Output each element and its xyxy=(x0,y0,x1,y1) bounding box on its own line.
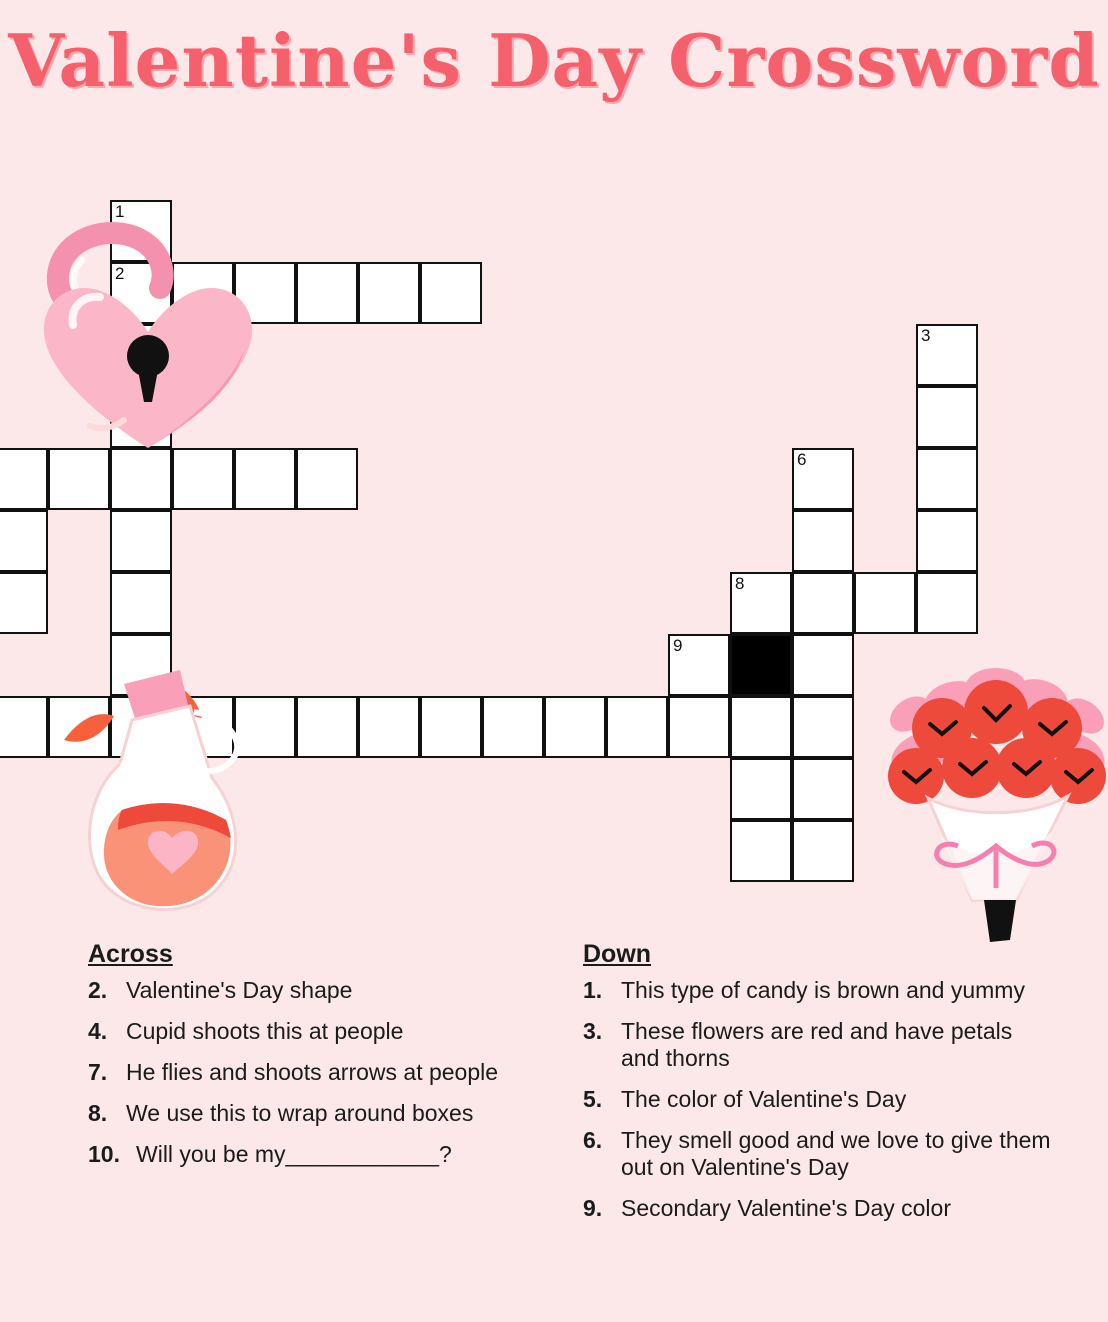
page-title: Valentine's Day Crossword xyxy=(8,18,1100,103)
across-heading: Across xyxy=(88,940,173,968)
clue-item xyxy=(583,1086,1053,1113)
clue-item xyxy=(88,977,558,1004)
grid-cell[interactable] xyxy=(730,572,792,634)
grid-cell-number: 8 xyxy=(735,574,745,593)
grid-cell[interactable] xyxy=(792,820,854,882)
rose-bouquet-illustration xyxy=(880,650,1108,950)
grid-cell[interactable] xyxy=(420,696,482,758)
grid-cell[interactable] xyxy=(916,448,978,510)
grid-cell[interactable] xyxy=(668,696,730,758)
heart-padlock-illustration xyxy=(28,190,268,470)
grid-cell[interactable] xyxy=(916,510,978,572)
grid-cell[interactable] xyxy=(854,572,916,634)
grid-cell-blocked xyxy=(730,634,792,696)
clue-number: 1. xyxy=(583,977,603,1003)
clue-item xyxy=(583,977,1053,1004)
clue-number: 8. xyxy=(88,1100,108,1126)
clue-text: These flowers are red and have petals and thorns xyxy=(621,1018,1013,1071)
clue-text: They smell good and we love to give them out on Valentine's Day xyxy=(621,1127,1051,1180)
clue-text: Will you be my____________? xyxy=(136,1141,452,1167)
clue-number: 3. xyxy=(583,1018,603,1044)
grid-cell[interactable] xyxy=(916,572,978,634)
clue-number: 4. xyxy=(88,1018,108,1044)
grid-cell[interactable] xyxy=(916,386,978,448)
clue-number: 10. xyxy=(88,1141,120,1167)
grid-cell[interactable] xyxy=(296,448,358,510)
clue-item xyxy=(583,1018,1053,1072)
clue-text: Secondary Valentine's Day color xyxy=(621,1195,951,1221)
down-clue-list xyxy=(583,977,1053,1222)
grid-cell-number: 9 xyxy=(673,636,683,655)
clue-number: 2. xyxy=(88,977,108,1003)
clue-number: 9. xyxy=(583,1195,603,1221)
clue-item xyxy=(583,1195,1053,1222)
grid-cell-number: 6 xyxy=(797,450,807,469)
down-clues xyxy=(583,940,1053,1236)
grid-cell[interactable] xyxy=(730,758,792,820)
clue-text: Cupid shoots this at people xyxy=(126,1018,404,1044)
down-heading: Down xyxy=(583,940,652,968)
grid-cell[interactable] xyxy=(792,696,854,758)
grid-cell[interactable] xyxy=(358,262,420,324)
grid-cell[interactable] xyxy=(792,758,854,820)
grid-cell[interactable] xyxy=(110,510,172,572)
grid-cell[interactable] xyxy=(668,634,730,696)
grid-cell[interactable] xyxy=(792,634,854,696)
clue-number: 7. xyxy=(88,1059,108,1085)
clue-text: Valentine's Day shape xyxy=(126,977,353,1003)
grid-cell[interactable] xyxy=(730,820,792,882)
clue-number: 5. xyxy=(583,1086,603,1112)
grid-cell[interactable] xyxy=(482,696,544,758)
across-clues xyxy=(88,940,558,1182)
grid-cell-number: 2 xyxy=(115,264,125,283)
grid-cell[interactable] xyxy=(792,572,854,634)
grid-cell[interactable] xyxy=(0,572,48,634)
grid-cell[interactable] xyxy=(730,696,792,758)
grid-cell-number: 3 xyxy=(921,326,931,345)
grid-cell[interactable] xyxy=(792,448,854,510)
grid-cell[interactable] xyxy=(0,696,48,758)
grid-cell[interactable] xyxy=(606,696,668,758)
grid-cell[interactable] xyxy=(358,696,420,758)
love-potion-bottle-illustration xyxy=(62,660,282,930)
clue-item xyxy=(88,1059,558,1086)
grid-cell[interactable] xyxy=(544,696,606,758)
clue-text: We use this to wrap around boxes xyxy=(126,1100,474,1126)
grid-cell-number: 1 xyxy=(115,202,125,221)
clue-text: The color of Valentine's Day xyxy=(621,1086,907,1112)
clue-item xyxy=(88,1141,558,1168)
clue-text: He flies and shoots arrows at people xyxy=(126,1059,499,1085)
clue-text: This type of candy is brown and yummy xyxy=(621,977,1025,1003)
clue-item xyxy=(583,1127,1053,1181)
clue-section xyxy=(0,940,1108,1322)
clue-number: 6. xyxy=(583,1127,603,1153)
grid-cell[interactable] xyxy=(916,324,978,386)
grid-cell[interactable] xyxy=(110,572,172,634)
grid-cell[interactable] xyxy=(296,262,358,324)
clue-item xyxy=(88,1100,558,1127)
grid-cell[interactable] xyxy=(792,510,854,572)
grid-cell[interactable] xyxy=(420,262,482,324)
clue-item xyxy=(88,1018,558,1045)
grid-cell[interactable] xyxy=(0,510,48,572)
across-clue-list xyxy=(88,977,558,1168)
grid-cell[interactable] xyxy=(296,696,358,758)
